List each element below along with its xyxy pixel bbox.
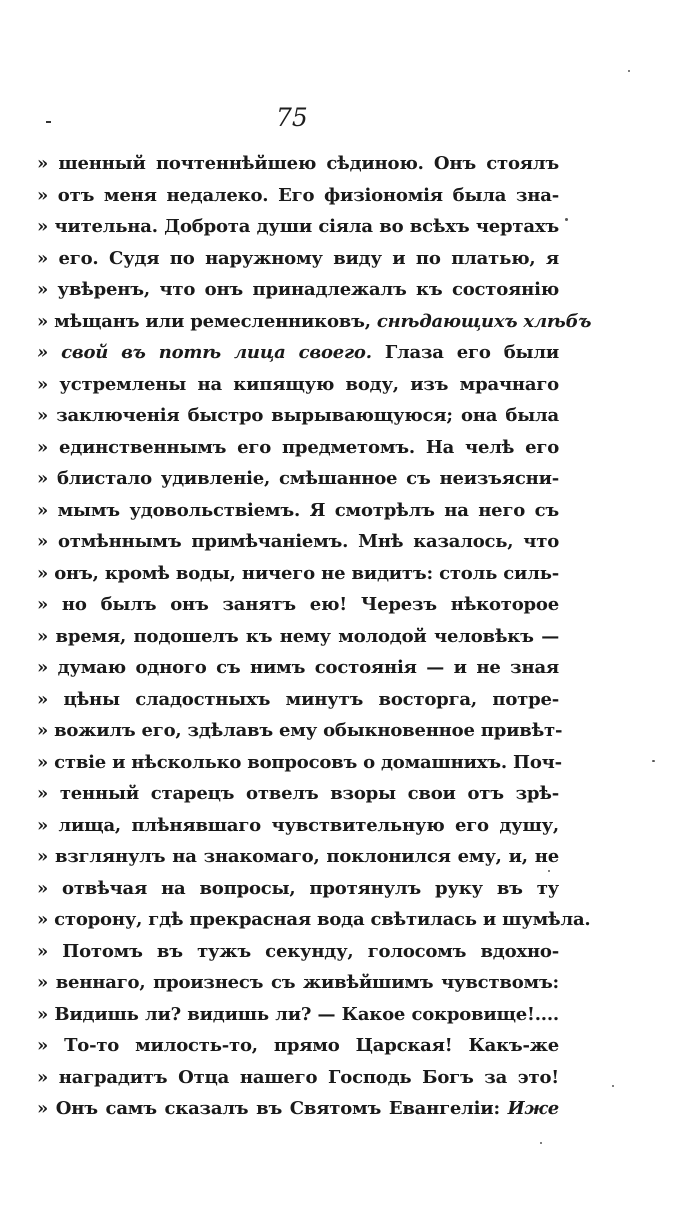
text-run: » чительна. Доброта души сіяла во всѣхъ чертахъ (37, 216, 559, 237)
text-line (37, 936, 559, 968)
text-run: » мѣщанъ или ремесленниковъ, (37, 310, 377, 332)
text-run: » лища, плѣнявшаго чувствительную его душу, (37, 814, 559, 836)
text-run: » наградитъ Отца нашего Господь Богъ за это! (37, 1066, 559, 1088)
text-line (37, 778, 559, 810)
text-run: » То-то милость-то, прямо Царская! Какъ-же (37, 1035, 559, 1056)
text-line (37, 306, 592, 338)
text-line (37, 652, 559, 684)
text-run: » Онъ самъ сказалъ въ Святомъ Евангеліи: (37, 1098, 508, 1119)
text-line (37, 243, 559, 275)
text-line (37, 999, 559, 1031)
text-line (37, 148, 559, 180)
ink-speck (628, 70, 630, 72)
text-run: » онъ, кромѣ воды, ничего не видитъ: столь силь- (37, 562, 559, 584)
text-run: » тенный старецъ отвелъ взоры свои отъ зрѣ- (37, 783, 559, 804)
text-line (37, 558, 559, 590)
text-run: » отмѣннымъ примѣчаніемъ. Мнѣ казалось, что (37, 531, 559, 552)
ink-speck (540, 1142, 542, 1144)
text-run: » Потомъ въ тужъ секунду, голосомъ вдохно- (37, 940, 559, 962)
text-line (37, 715, 563, 747)
text-run: » его. Судя по наружному виду и по платью, я (37, 247, 559, 269)
text-run: » цѣны сладостныхъ минутъ восторга, потре- (37, 688, 559, 710)
text-run: » мымъ удовольствіемъ. Я смотрѣлъ на него съ (37, 499, 559, 521)
margin-mark (46, 121, 51, 123)
text-run: » увѣренъ, что онъ принадлежалъ къ состоянію (37, 279, 559, 300)
text-line (37, 873, 559, 905)
text-run: » отвѣчая на вопросы, протянулъ руку въ ту (37, 877, 559, 899)
text-run: » время, подошелъ къ нему молодой человѣкъ — (37, 625, 559, 647)
text-line (37, 211, 559, 243)
ink-speck (565, 218, 568, 221)
text-line (37, 274, 559, 306)
page-number: 75 (276, 103, 308, 132)
italic-text: снѣдающихъ хлѣбъ (376, 310, 592, 332)
text-line (37, 621, 559, 653)
text-line (37, 810, 559, 842)
text-line (37, 369, 559, 401)
italic-text: » (37, 342, 62, 363)
text-run: » думаю одного съ нимъ состоянія — и не зная (37, 657, 559, 678)
text-line (37, 432, 559, 464)
text-line (37, 400, 559, 432)
text-line (37, 463, 559, 495)
italic-text: свой въ потѣ лица своего. (61, 342, 372, 363)
text-line (37, 1030, 559, 1062)
text-line (37, 904, 591, 936)
body-text (37, 148, 592, 1125)
text-line (37, 589, 559, 621)
text-line (37, 495, 559, 527)
text-line (37, 1062, 559, 1094)
text-run: » единственнымъ его предметомъ. На челѣ его (37, 436, 559, 458)
text-run: » сторону, гдѣ прекрасная вода свѣтилась и шумѣла. (37, 909, 591, 930)
text-run: » блистало удивленіе, смѣшанное съ неизъясни- (37, 468, 559, 489)
text-run: » заключенія быстро вырывающуюся; она была (37, 405, 559, 426)
text-run: » ствіе и нѣсколько вопросовъ о домашнихъ. Поч- (37, 751, 562, 773)
ink-speck (548, 870, 550, 872)
text-line (37, 841, 559, 873)
text-line (37, 1093, 559, 1125)
text-run: » отъ меня недалеко. Его физіономія была зна- (37, 184, 559, 206)
text-line (37, 747, 562, 779)
ink-speck (612, 1085, 614, 1087)
text-line (37, 684, 559, 716)
text-line (37, 967, 559, 999)
italic-text: Иже (507, 1098, 559, 1119)
text-line (37, 526, 559, 558)
text-line (37, 180, 559, 212)
text-line (37, 337, 559, 369)
text-run: » веннаго, произнесъ съ живѣйшимъ чувствомъ: (37, 972, 559, 993)
text-run: » вожилъ его, здѣлавъ ему обыкновенное привѣт- (37, 720, 563, 741)
text-run: » шенный почтеннѣйшею сѣдиною. Онъ стоялъ (37, 153, 559, 174)
ink-speck (652, 760, 655, 762)
text-run: » Видишь ли? видишь ли? — Какое сокровище!.... (37, 1003, 559, 1025)
text-run: » устремлены на кипящую воду, изъ мрачнаго (37, 373, 559, 395)
text-run: » но былъ онъ занятъ ею! Черезъ нѣкоторое (37, 594, 559, 615)
text-run: Глаза его были (371, 342, 559, 363)
text-run: » взглянулъ на знакомаго, поклонился ему, и, не (37, 846, 559, 867)
